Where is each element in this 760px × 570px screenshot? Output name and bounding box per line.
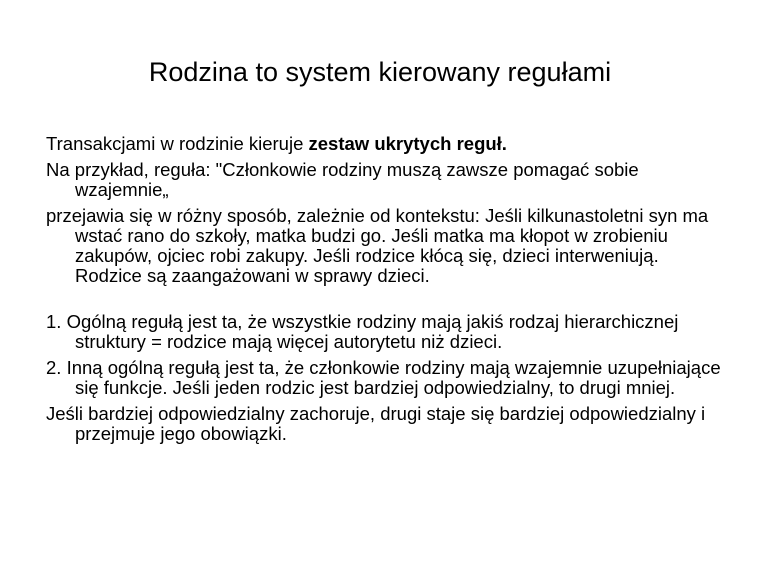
paragraph-hidden-rules-bold: zestaw ukrytych reguł.	[308, 133, 507, 154]
paragraph-rule-1: 1. Ogólną regułą jest ta, że wszystkie rodziny mają jakiś rodzaj hierarchicznej struktury = rodzice mają więcej autorytetu niż dzieci.	[46, 311, 679, 352]
slide-title: Rodzina to system kierowany regułami	[148, 57, 612, 87]
paragraph-context: przejawia się w różny sposób, zależnie od kontekstu: Jeśli kilkunastoletni syn ma wstać rano do szkoły, matka budzi go. Jeśli matka ma kłopot w zrobieniu zakupów, ojciec robi zakupy. Jeśli rodzice kłócą się, dzieci interweniują. Rodzice są zaangażowani w sprawy dzieci.	[46, 205, 709, 286]
paragraph-example-rule: Na przykład, reguła: "Członkowie rodziny muszą zawsze pomagać sobie wzajemnie„	[46, 159, 639, 200]
paragraph-hidden-rules	[46, 134, 726, 154]
paragraph-rule-2: 2. Inną ogólną regułą jest ta, że członkowie rodziny mają wzajemnie uzupełniające się funkcje. Jeśli jeden rodzic jest bardziej odpowiedzialny, to drugi mniej.	[46, 357, 721, 398]
spacer	[46, 292, 726, 312]
slide-body	[46, 134, 726, 450]
paragraph-hidden-rules-text: Transakcjami w rodzinie kieruje	[46, 133, 309, 154]
paragraph-responsibility: Jeśli bardziej odpowiedzialny zachoruje, drugi staje się bardziej odpowiedzialny i przejmuje jego obowiązki.	[46, 403, 706, 444]
